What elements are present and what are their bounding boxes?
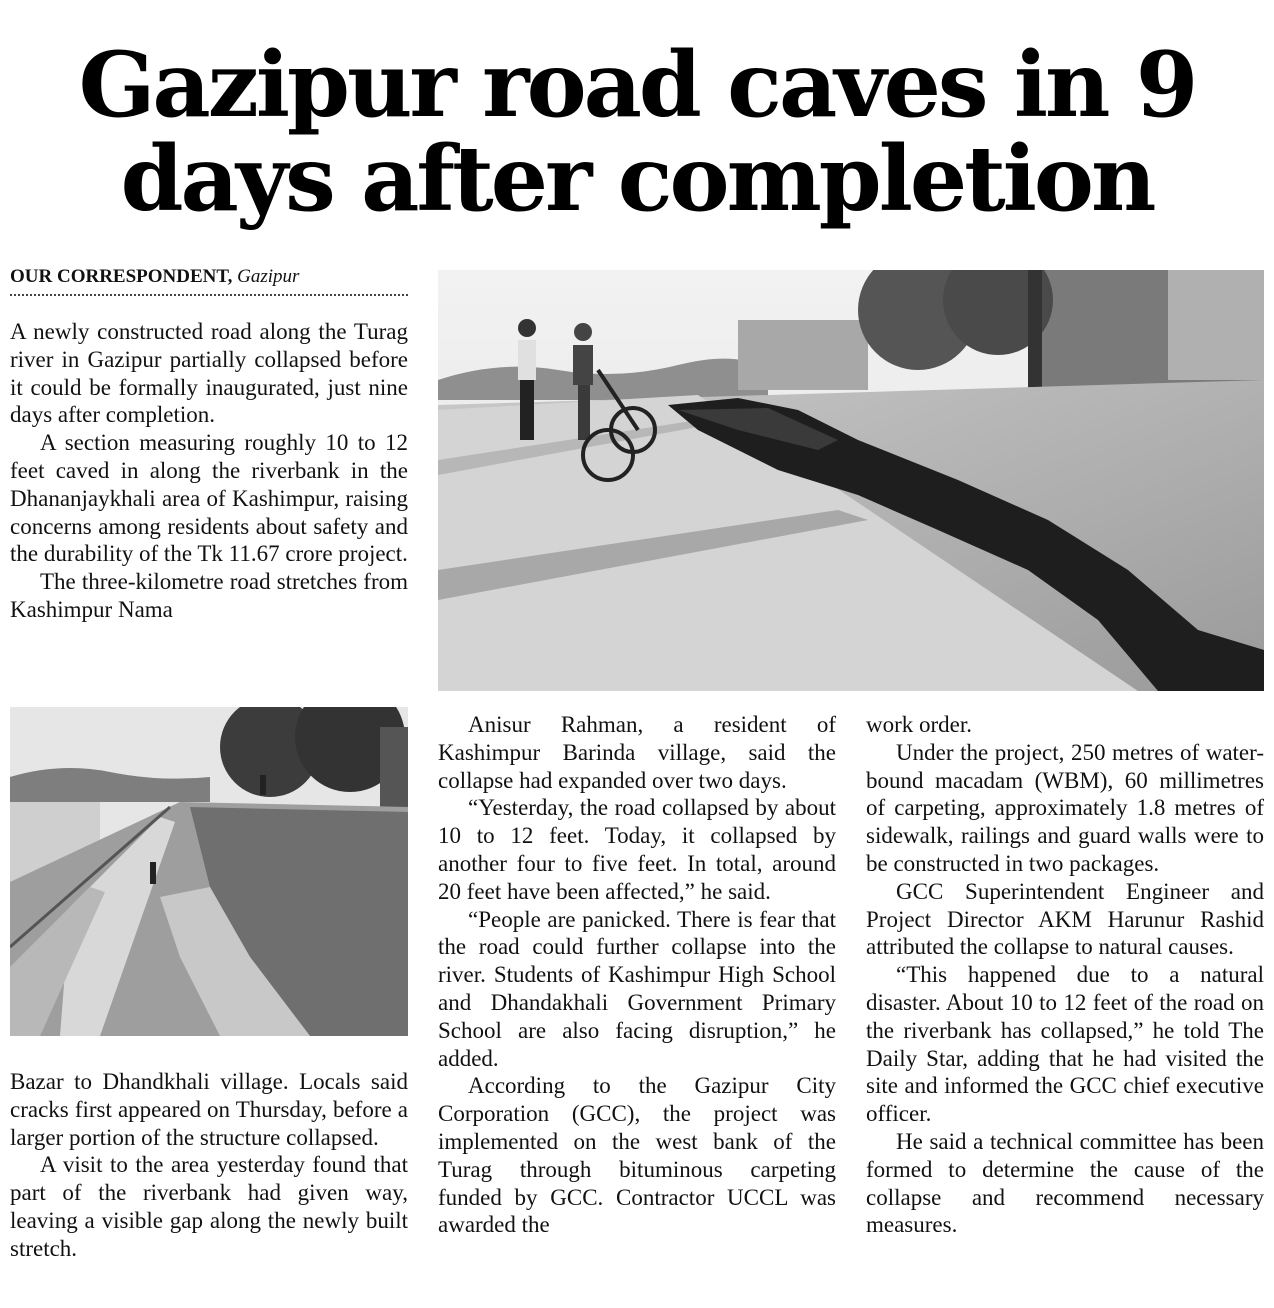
paragraph: He said a technical committee has been formed to determine the cause of the collapse and recommend necessary measures. (866, 1128, 1264, 1238)
paragraph: Under the project, 250 metres of water-bound macadam (WBM), 60 millimetres of carpeting, approximately 1.8 metres of sidewalk, railings and guard walls were to be constructed in two packages. (866, 739, 1264, 876)
paragraph: A section measuring roughly 10 to 12 feet caved in along the riverbank in the Dhananjaykhali area of Kashimpur, raising concerns among residents about safety and the durability of the Tk 11.67 crore project. (10, 430, 408, 567)
main-photo-road-crack (438, 270, 1264, 691)
byline (10, 266, 408, 296)
headline-line-2: days after completion (120, 126, 1154, 232)
column-2 (438, 711, 836, 1239)
riverbank-collapse-photo (10, 707, 408, 1036)
paragraph: “This happened due to a natural disaster. About 10 to 12 feet of the road on the riverbank has collapsed,” he told The Daily Star, adding that he had visited the site and informed the GCC chief executive officer. (866, 962, 1264, 1127)
headline (0, 32, 1274, 232)
paragraph: A newly constructed road along the Turag river in Gazipur partially collapsed before it could be formally inaugurated, just nine days after completion. (10, 319, 408, 428)
paragraph: According to the Gazipur City Corporation (GCC), the project was implemented on the west bank of the Turag through bituminous carpeting funded by GCC. Contractor UCCL was awarded the (438, 1073, 836, 1238)
paragraph: The three-kilometre road stretches from Kashimpur Nama (10, 569, 408, 622)
column-3 (866, 711, 1264, 1239)
paragraph: A visit to the area yesterday found that part of the riverbank had given way, leaving a visible gap along the newly built stretch. (10, 1152, 408, 1261)
paragraph: Anisur Rahman, a resident of Kashimpur Barinda village, said the collapse had expanded over two days. (438, 712, 836, 793)
byline-name: OUR CORRESPONDENT, (10, 266, 233, 287)
paragraph: “Yesterday, the road collapsed by about 10 to 12 feet. Today, it collapsed by another four to five feet. In total, around 20 feet have been affected,” he said. (438, 795, 836, 904)
paragraph: work order. (866, 712, 973, 737)
paragraph: “People are panicked. There is fear that the road could further collapse into the river. Students of Kashimpur High School and Dhandakhali Government Primary School are also facing disruption,” he added. (438, 906, 836, 1071)
headline-line-1: Gazipur road caves in 9 (78, 32, 1196, 138)
column-1-bottom (10, 1068, 408, 1263)
paragraph: GCC Superintendent Engineer and Project Director AKM Harunur Rashid attributed the collapse to natural causes. (866, 878, 1264, 960)
byline-place: Gazipur (237, 266, 300, 287)
column-1-top (10, 318, 408, 624)
paragraph: Bazar to Dhandkhali village. Locals said cracks first appeared on Thursday, before a larger portion of the structure collapsed. (10, 1069, 408, 1150)
